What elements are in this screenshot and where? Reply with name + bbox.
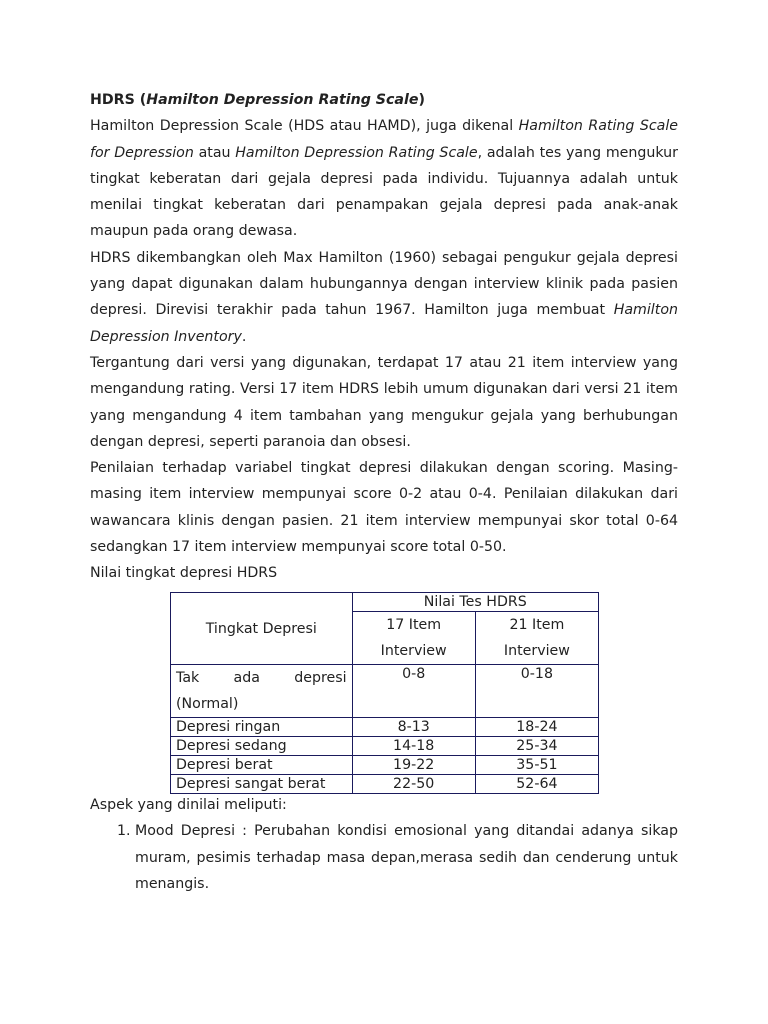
row-label: Depresi sedang (171, 737, 353, 756)
header-21-item: 21 Item Interview (475, 612, 598, 665)
table-row (171, 665, 599, 718)
paragraph-hds-definition: Hamilton Depression Scale (HDS atau HAMD), juga dikenal Hamilton Rating Scale for Depression atau Hamilton Depression Rating Scale, adalah tes yang mengukur tingkat keberatan dari gejala depresi pada individu. Tujuannya adalah untuk menilai tingkat keberatan dari penampakan gejala depresi pada anak-anak maupun pada orang dewasa. (90, 118, 678, 240)
table-row (171, 718, 599, 737)
document-body (90, 87, 678, 892)
document-title: HDRS (Hamilton Depression Rating Scale) (90, 92, 425, 108)
aspects-list (90, 818, 678, 897)
row-label: Depresi ringan (171, 718, 353, 737)
row-value-17: 8-13 (352, 718, 475, 737)
aspects-section (90, 792, 678, 897)
row-label: Depresi berat (171, 756, 353, 775)
paragraph-scoring: Penilaian terhadap variabel tingkat depresi dilakukan dengan scoring. Masing-masing item interview mempunyai score 0-2 atau 0-4. Penilaian dilakukan dari wawancara klinis dengan pasien. 21 item interview mempunyai skor total 0-64 sedangkan 17 item interview mempunyai score total 0-50. (90, 460, 678, 556)
row-value-17: 22-50 (352, 775, 475, 794)
row-value-17: 19-22 (352, 756, 475, 775)
table-caption: Nilai tingkat depresi HDRS (90, 565, 278, 582)
row-label: Depresi sangat berat (171, 775, 353, 794)
row-value-17: 0-8 (352, 665, 475, 718)
row-value-17: 14-18 (352, 737, 475, 756)
row-value-21: 18-24 (475, 718, 598, 737)
list-item: 1. Mood Depresi : Perubahan kondisi emosional yang ditandai adanya sikap muram, pesimis terhadap masa depan,merasa sedih dan cenderung untuk menangis. (135, 818, 678, 897)
header-nilai-tes: Nilai Tes HDRS (352, 593, 598, 612)
row-label: Tak ada depresi (Normal) (171, 665, 353, 718)
header-17-item: 17 Item Interview (352, 612, 475, 665)
row-value-21: 35-51 (475, 756, 598, 775)
table-row (171, 775, 599, 794)
aspects-intro: Aspek yang dinilai meliputi: (90, 797, 287, 813)
table-row (171, 737, 599, 756)
row-value-21: 0-18 (475, 665, 598, 718)
header-tingkat-depresi: Tingkat Depresi (171, 593, 353, 665)
hdrs-score-table (170, 592, 599, 794)
paragraph-versions: Tergantung dari versi yang digunakan, terdapat 17 atau 21 item interview yang mengandung rating. Versi 17 item HDRS lebih umum digunakan dari versi 21 item yang mengandung 4 item tambahan yang mengukur gejala yang berhubungan dengan depresi, seperti paranoia dan obsesi. (90, 354, 678, 450)
row-value-21: 25-34 (475, 737, 598, 756)
row-value-21: 52-64 (475, 775, 598, 794)
paragraph-hdrs-history: HDRS dikembangkan oleh Max Hamilton (1960) sebagai pengukur gejala depresi yang dapat digunakan dalam hubungannya dengan interview klinik pada pasien depresi. Direvisi terakhir pada tahun 1967. Hamilton juga membuat Hamilton Depression Inventory. (90, 249, 678, 345)
table-row (171, 756, 599, 775)
